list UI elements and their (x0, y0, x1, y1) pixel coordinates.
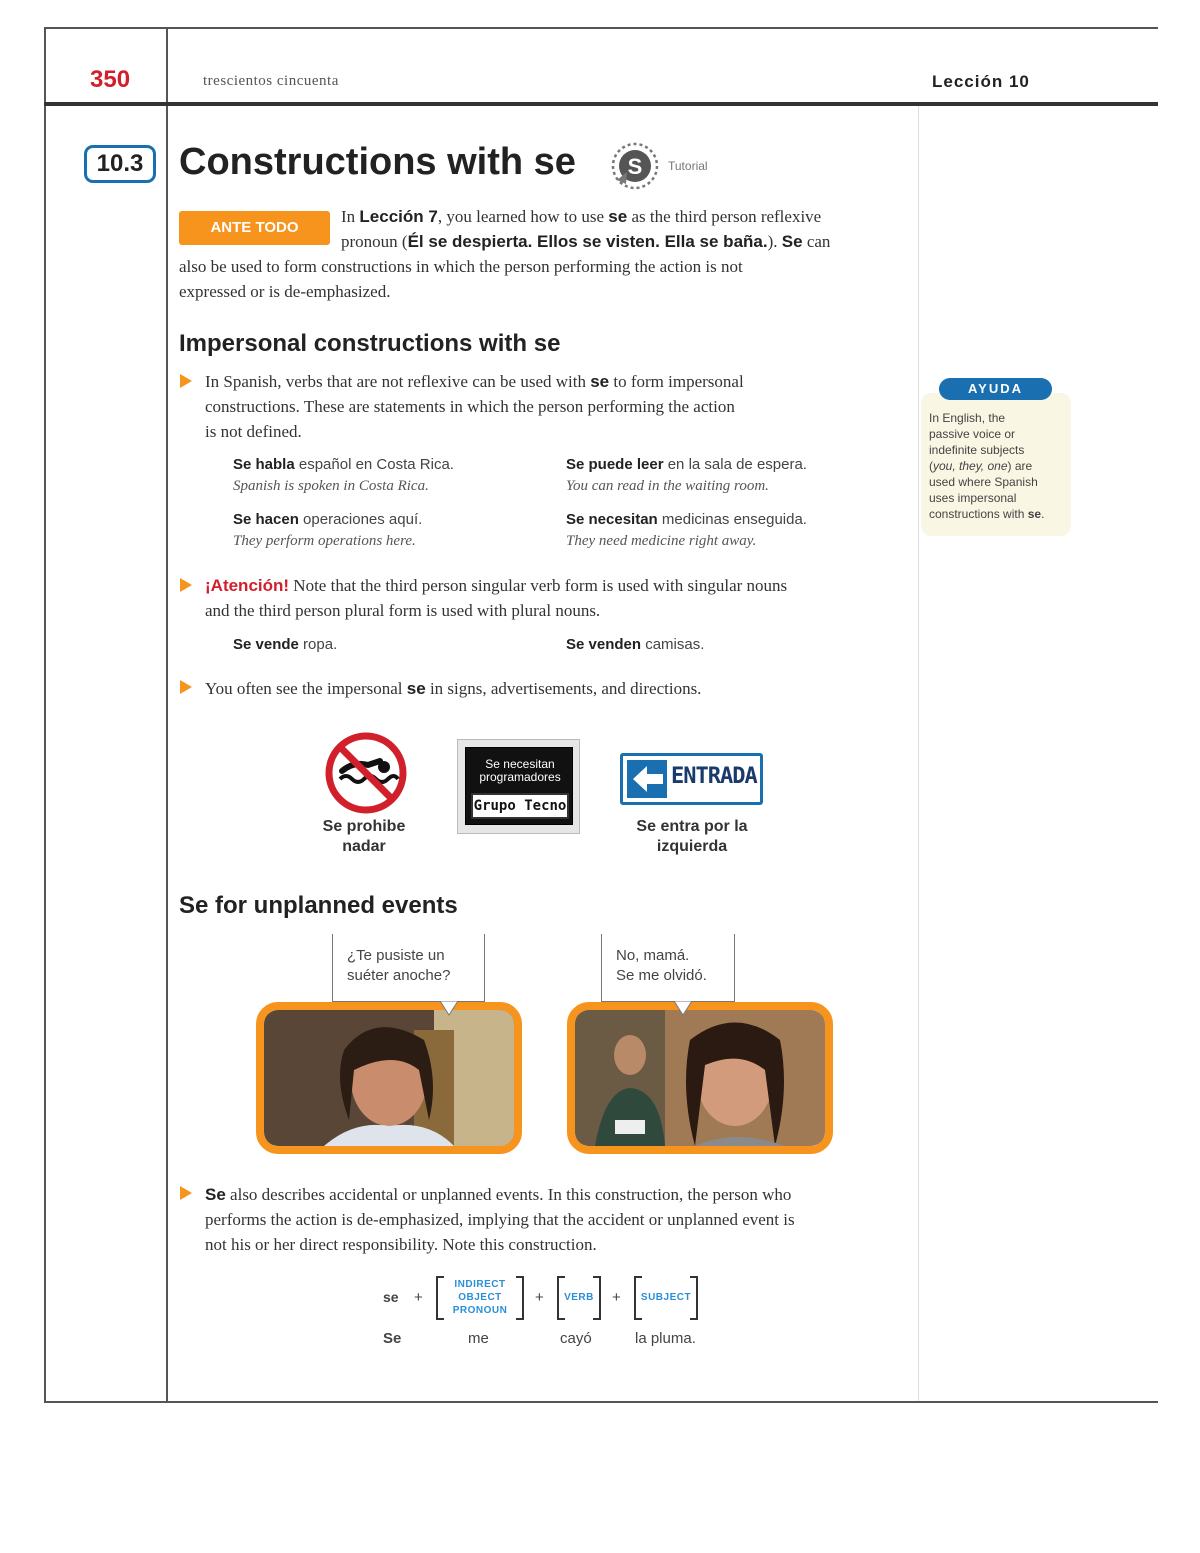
impersonal-para-line-2: constructions. These are statements in which the person performing the action (205, 397, 735, 416)
lesson-label: Lección 10 (932, 72, 1030, 91)
formula-example-se: Se (383, 1330, 402, 1347)
bullet-arrow-icon (180, 680, 192, 694)
signs-intro: You often see the impersonal se in signs, advertisements, and directions. (205, 679, 702, 698)
impersonal-para-line-3: is not defined. (205, 422, 302, 441)
formula-indirect-object-pronoun: INDIRECT OBJECT PRONOUN (452, 1279, 508, 1316)
speech-bubble: ¿Te pusiste un suéter anoche? (332, 934, 485, 1002)
ayuda-text: In English, the passive voice or indefinite subjects (you, they, one) are used where Spanish uses impersonal constructions with se. (929, 411, 1045, 521)
photo-mother (256, 1002, 522, 1154)
intro-line-3: also be used to form constructions in which the person performing the action is not (179, 257, 743, 276)
bullet-arrow-icon (180, 1186, 192, 1200)
header-rule (44, 102, 1158, 106)
example-english: You can read in the waiting room. (566, 478, 769, 494)
job-ad-board (465, 747, 573, 825)
atencion-line-1: ¡Atención! Note that the third person singular verb form is used with singular nouns (205, 576, 788, 595)
daughter-photo-illustration (575, 1010, 825, 1146)
intro-line-2: pronoun (Él se despierta. Ellos se visten. Ella se baña.). Se can (341, 232, 831, 251)
section-title: Constructions with se (179, 141, 576, 183)
intro-line-4: expressed or is de-emphasized. (179, 282, 391, 301)
impersonal-para-line-1: In Spanish, verbs that are not reflexive can be used with se to form impersonal (205, 372, 744, 391)
bullet-arrow-icon (180, 578, 192, 592)
formula-plus: + (414, 1289, 423, 1306)
formula-plus: + (612, 1289, 621, 1306)
page-number-words: trescientos cincuenta (203, 73, 339, 89)
bubble-pointer (440, 1001, 458, 1017)
left-arrow-icon (627, 760, 667, 798)
formula-example-pronoun: me (468, 1330, 489, 1347)
ante-todo-badge: ANTE TODO (179, 211, 330, 245)
formula-se: se (383, 1289, 399, 1305)
job-ad-company: Grupo Tecno (471, 793, 569, 819)
bubble-pointer (674, 1001, 692, 1017)
no-swimming-caption: Se prohibe nadar (322, 818, 406, 855)
entrada-sign (620, 753, 763, 805)
formula-example-verb: cayó (560, 1330, 592, 1347)
page-number: 350 (90, 66, 131, 93)
job-ad-top-text: Se necesitan programadores (479, 757, 561, 784)
mother-photo-illustration (264, 1010, 514, 1146)
example-spanish: Se habla español en Costa Rica. (233, 456, 454, 473)
unplanned-para-line-2: performs the action is de-emphasized, implying that the accident or unplanned event is (205, 1210, 795, 1229)
no-swimming-sign-icon (324, 731, 408, 815)
frame-top-border (44, 27, 1158, 29)
bullet-arrow-icon (180, 374, 192, 388)
speech-bubble: No, mamá. Se me olvidó. (601, 934, 735, 1002)
entrada-caption: Se entra por la izquierda (636, 818, 748, 855)
sidebar-rule (918, 106, 919, 1401)
example-spanish: Se puede leer en la sala de espera. (566, 456, 807, 473)
formula-subject: SUBJECT (640, 1292, 692, 1303)
formula-verb: VERB (564, 1292, 594, 1303)
example-plural: Se venden camisas. (566, 636, 705, 653)
frame-bottom-border (44, 1401, 1158, 1403)
example-english: They need medicine right away. (566, 533, 757, 549)
intro-line-1: In Lección 7, you learned how to use se as the third person reflexive (341, 207, 822, 226)
example-english: Spanish is spoken in Costa Rica. (233, 478, 429, 494)
unplanned-heading: Se for unplanned events (179, 892, 458, 919)
atencion-line-2: and the third person plural form is used with plural nouns. (205, 601, 601, 620)
example-spanish: Se hacen operaciones aquí. (233, 511, 423, 528)
ayuda-tab: AYUDA (939, 378, 1052, 400)
entrada-text: ENTRADA (671, 764, 757, 789)
formula-example-subject: la pluma. (635, 1330, 696, 1347)
unplanned-para-line-3: not his or her direct responsibility. Note this construction. (205, 1235, 597, 1254)
frame-margin-border (166, 27, 168, 1403)
frame-left-border (44, 27, 46, 1403)
impersonal-heading: Impersonal constructions with se (179, 330, 561, 357)
photo-daughter (567, 1002, 833, 1154)
tutorial-icon[interactable] (611, 142, 659, 190)
example-spanish: Se necesitan medicinas enseguida. (566, 511, 807, 528)
unplanned-para-line-1: Se also describes accidental or unplanned events. In this construction, the person who (205, 1185, 792, 1204)
example-english: They perform operations here. (233, 533, 416, 549)
svg-text:S: S (627, 154, 643, 179)
tutorial-label[interactable]: Tutorial (668, 159, 708, 173)
job-ad-sign (457, 739, 580, 834)
section-number-badge: 10.3 (84, 145, 156, 183)
formula-plus: + (535, 1289, 544, 1306)
example-singular: Se vende ropa. (233, 636, 338, 653)
